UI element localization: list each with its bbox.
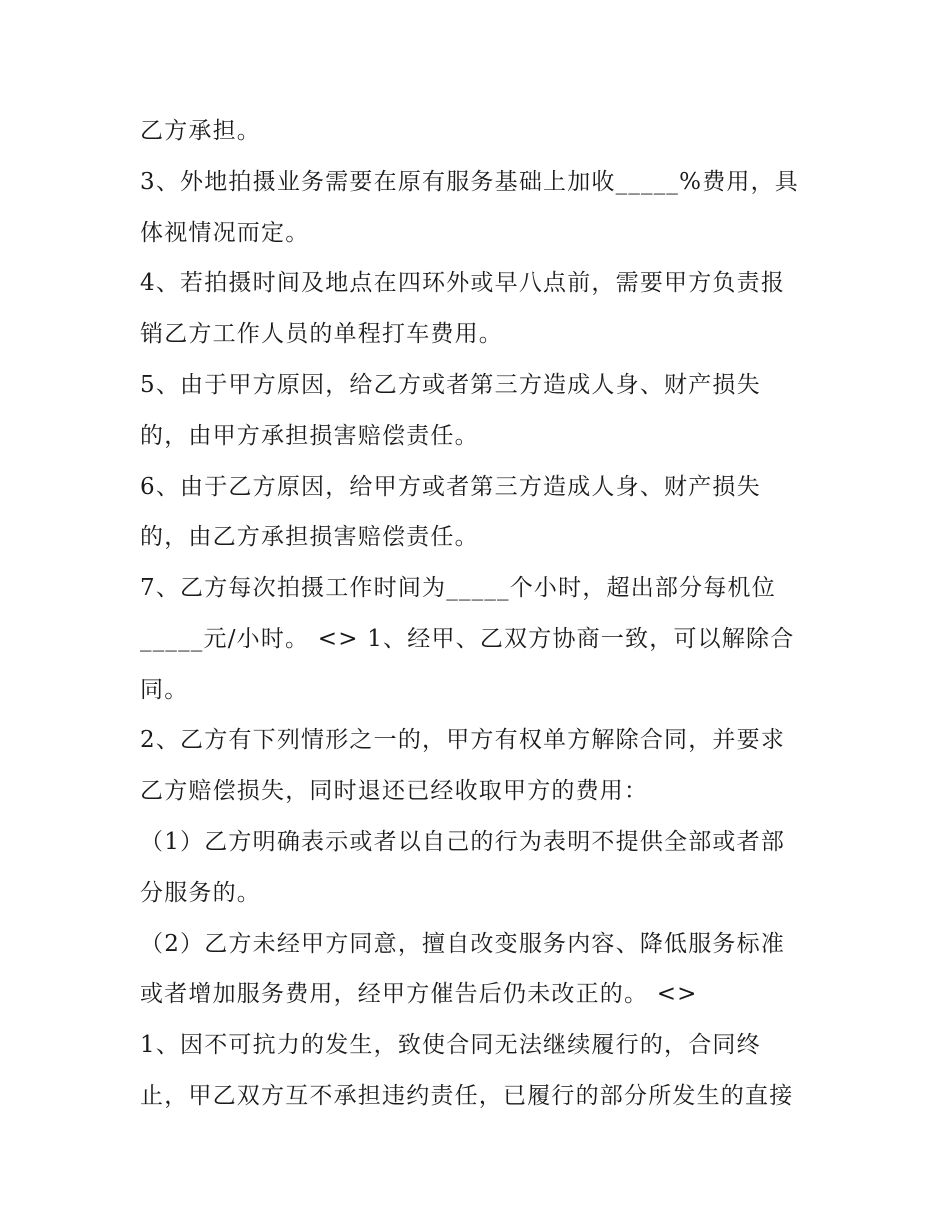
text-line: 同。 <box>140 677 189 703</box>
text-line: 止，甲乙双方互不承担违约责任，已履行的部分所发生的直接 <box>140 1083 794 1109</box>
text-line: （1）乙方明确表示或者以自己的行为表明不提供全部或者部 <box>140 829 786 855</box>
text-line: 3、外地拍摄业务需要在原有服务基础上加收_____%费用，具 <box>140 169 799 195</box>
text-line: 的，由甲方承担损害赔偿责任。 <box>140 423 479 449</box>
text-line: 5、由于甲方原因，给乙方或者第三方造成人身、财产损失 <box>140 372 761 398</box>
text-line: 或者增加服务费用，经甲方催告后仍未改正的。 <> <box>140 981 698 1007</box>
text-line: 7、乙方每次拍摄工作时间为_____个小时，超出部分每机位 <box>140 575 776 601</box>
text-line: 1、因不可抗力的发生，致使合同无法继续履行的，合同终 <box>140 1032 761 1058</box>
text-line: 2、乙方有下列情形之一的，甲方有权单方解除合同，并要求 <box>140 727 786 753</box>
text-line: 乙方承担。 <box>140 118 261 144</box>
text-line: _____元/小时。 <> 1、经甲、乙双方协商一致，可以解除合 <box>140 626 795 652</box>
text-line: 分服务的。 <box>140 880 261 906</box>
text-line: 的，由乙方承担损害赔偿责任。 <box>140 524 479 550</box>
text-line: 销乙方工作人员的单程打车费用。 <box>140 321 503 347</box>
text-line: 4、若拍摄时间及地点在四环外或早八点前，需要甲方负责报 <box>140 270 786 296</box>
text-line: 体视情况而定。 <box>140 220 310 246</box>
text-line: （2）乙方未经甲方同意，擅自改变服务内容、降低服务标准 <box>140 931 786 957</box>
text-line: 乙方赔偿损失，同时退还已经收取甲方的费用： <box>140 778 649 804</box>
text-line: 6、由于乙方原因，给甲方或者第三方造成人身、财产损失 <box>140 474 761 500</box>
